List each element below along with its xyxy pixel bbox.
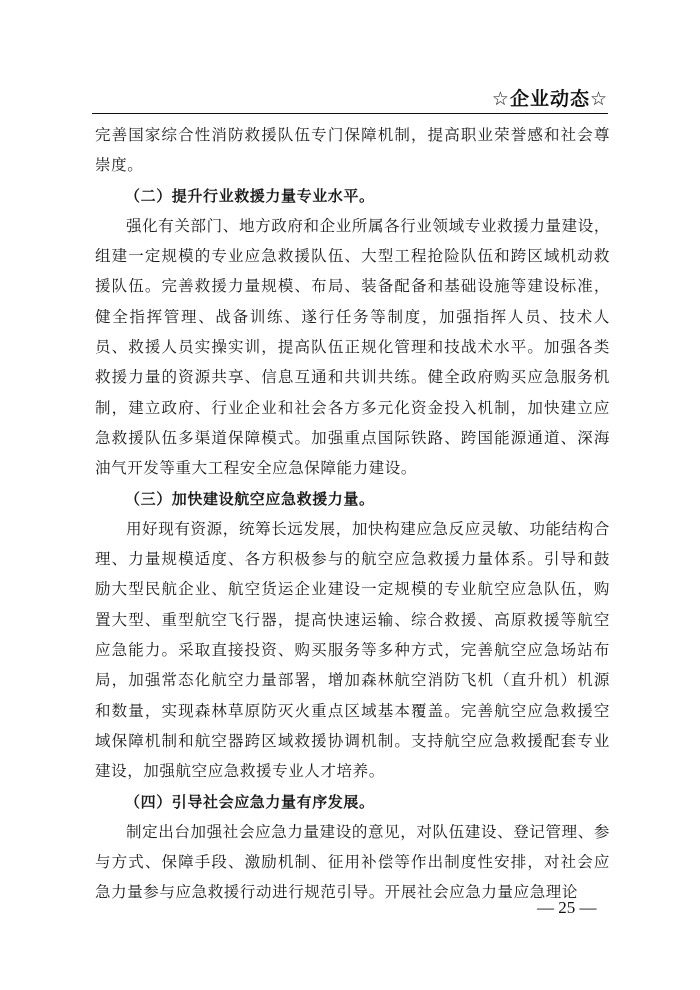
paragraph-body: 制定出台加强社会应急力量建设的意见，对队伍建设、登记管理、参与方式、保障手段、激励机制、征用补偿等作出制度性安排，对社会应急力量参与应急救援行动进行规范引导。开展社会应急力量应急理论 [95, 822, 610, 902]
paragraph-body: 强化有关部门、地方政府和企业所属各行业领域专业救援力量建设，组建一定规模的专业应急救援队伍、大型工程抢险队伍和跨区域机动救援队伍。完善救援力量规模、布局、装备配备和基础设施等建设标准，健全指挥管理、战备训练、遂行任务等制度，加强指挥人员、技术人员、救援人员实操实训，提高队伍正规化管理和技战术水平。加强各类救援力量的资源共享、信息互通和共训共练。健全政府购买应急服务机制，建立政府、行业企业和社会各方多元化资金投入机制，加快建立应急救援队伍多渠道保障模式。加强重点国际铁路、跨国能源通道、深海油气开发等重大工程安全应急保障能力建设。 [95, 216, 610, 478]
page-number: — 25 — [537, 898, 597, 917]
document-body [95, 120, 610, 908]
section-heading-2: （二）提升行业救援力量专业水平。 [125, 186, 375, 205]
section-heading-3: （三）加快建设航空应急救援力量。 [125, 489, 375, 508]
paragraph-body: 用好现有资源，统筹长远发展，加快构建应急反应灵敏、功能结构合理、力量规模适度、各方积极参与的航空应急救援力量体系。引导和鼓励大型民航企业、航空货运企业建设一定规模的专业航空应急队伍，购置大型、重型航空飞行器，提高快速运输、综合救援、高原救援等航空应急能力。采取直接投资、购买服务等多种方式，完善航空应急场站布局，加强常态化航空力量部署，增加森林航空消防飞机（直升机）机源和数量，实现森林草原防灭火重点区域基本覆盖。完善航空应急救援空域保障机制和航空器跨区域救援协调机制。支持航空应急救援配套专业建设，加强航空应急救援专业人才培养。 [95, 519, 610, 781]
section-header-title: ☆企业动态☆ [491, 88, 608, 110]
section-heading-4: （四）引导社会应急力量有序发展。 [125, 792, 375, 811]
header-divider [92, 113, 608, 114]
paragraph-continuation: 完善国家综合性消防救援队伍专门保障机制，提高职业荣誉感和社会尊崇度。 [95, 126, 610, 175]
